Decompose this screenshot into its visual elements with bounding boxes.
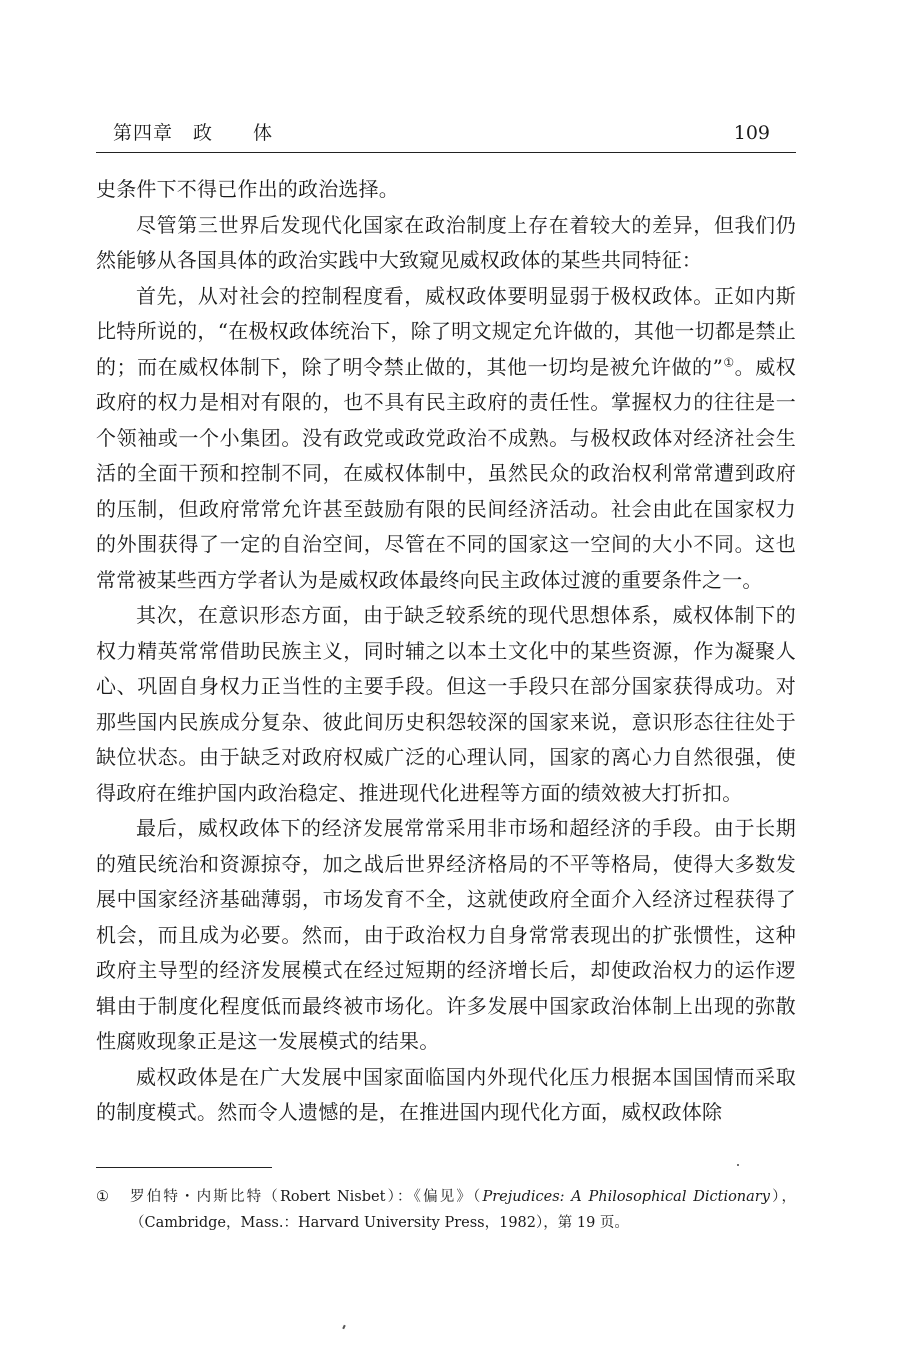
print-speck bbox=[737, 1164, 739, 1166]
paragraph-3-before: 首先，从对社会的控制程度看，威权政体要明显弱于极权政体。正如内斯比特所说的，“在极权政体统治下，除了明文规定允许做的，其他一切都是禁止的；而在威权体制下，除了明令禁止做的，其他一切均是被允许做的” bbox=[96, 283, 796, 379]
body-text bbox=[96, 172, 796, 1131]
footnote-text bbox=[130, 1184, 796, 1236]
footnote-publication: ），（Cambridge，Mass.：Harvard University Press，1982），第 19 页。 bbox=[130, 1189, 796, 1231]
running-head bbox=[96, 118, 796, 152]
chapter-title: 第四章 政 体 bbox=[113, 122, 274, 144]
footnote-author: 罗伯特・内斯比特（Robert Nisbet）：《偏见》（ bbox=[130, 1189, 483, 1205]
paragraph-1: 史条件下不得已作出的政治选择。 bbox=[96, 177, 399, 201]
paragraph-2: 尽管第三世界后发现代化国家在政治制度上存在着较大的差异，但我们仍然能够从各国具体的政治实践中大致窥见威权政体的某些共同特征： bbox=[96, 212, 796, 272]
paragraph-4: 其次，在意识形态方面，由于缺乏较系统的现代思想体系，威权体制下的权力精英常常借助民族主义，同时辅之以本土文化中的某些资源，作为凝聚人心、巩固自身权力正当性的主要手段。但这一手段只在部分国家获得成功。对那些国内民族成分复杂、彼此间历史积怨较深的国家来说，意识形态往往处于缺位状态。由于缺乏对政府权威广泛的心理认同，国家的离心力自然很强，使得政府在维护国内政治稳定、推进现代化进程等方面的绩效被大打折扣。 bbox=[96, 603, 796, 805]
header-rule bbox=[96, 152, 796, 153]
paragraph-6: 威权政体是在广大发展中国家面临国内外现代化压力根据本国国情而采取的制度模式。然而令人遗憾的是，在推进国内现代化方面，威权政体除 bbox=[96, 1064, 796, 1124]
paragraph-3-after: 。威权政府的权力是相对有限的，也不具有民主政府的责任性。掌握权力的往往是一个领袖或一个小集团。没有政党或政党政治不成熟。与极权政体对经济社会生活的全面干预和控制不同，在威权体制中，虽然民众的政治权利常常遭到政府的压制，但政府常常允许甚至鼓励有限的民间经济活动。社会由此在国家权力的外围获得了一定的自治空间，尽管在不同的国家这一空间的大小不同。这也常常被某些西方学者认为是威权政体最终向民主政体过渡的重要条件之一。 bbox=[96, 354, 796, 592]
footnote-marker: ① bbox=[96, 1189, 109, 1205]
footnote bbox=[96, 1184, 796, 1236]
footnote-book-title: Prejudices: A Philosophical Dictionary bbox=[482, 1189, 770, 1205]
paragraph-5: 最后，威权政体下的经济发展常常采用非市场和超经济的手段。由于长期的殖民统治和资源掠夺，加之战后世界经济格局的不平等格局，使得大多数发展中国家经济基础薄弱，市场发育不全，这就使政府全面介入经济过程获得了机会，而且成为必要。然而，由于政治权力自身常常表现出的扩张惯性，这种政府主导型的经济发展模式在经过短期的经济增长后，却使政治权力的运作逻辑由于制度化程度低而最终被市场化。许多发展中国家政治体制上出现的弥散性腐败现象正是这一发展模式的结果。 bbox=[96, 816, 796, 1053]
scan-mark bbox=[342, 1325, 346, 1329]
paragraph-3 bbox=[96, 279, 796, 599]
page-number: 109 bbox=[733, 122, 770, 144]
footnote-rule bbox=[96, 1167, 272, 1168]
footnote-reference[interactable]: ① bbox=[723, 354, 735, 369]
